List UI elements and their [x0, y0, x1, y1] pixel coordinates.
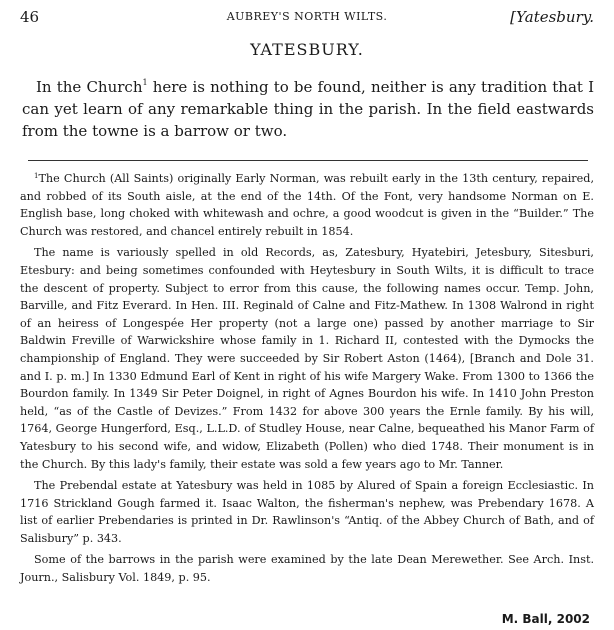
footnote-paragraph-1 [20, 168, 594, 240]
footnote-paragraph-3: The Prebendal estate at Yatesbury was held in 1085 by Alured of Spain a foreign Ecclesiastic. In 1716 Strickland Gough farmed it. Isaac Walton, the fisherman's nephew, was Prebendary 1678. A list of earlier Prebendaries is printed in Dr. Rawlinson's “Antiq. of the Abbey Church of Bath, and of Salisbury” p. 343. [20, 479, 594, 545]
footnote-text-1: The Church (All Saints) originally Early Norman, was rebuilt early in the 13th century, repaired, and robbed of its South aisle, at the end of the 14th. Of the Font, very handsome Norman on E. English base, long choked with whitewash and ochre, a good woodcut is given in the “Builder.” The Church was restored, and chancel entirely rebuilt in 1854. [20, 172, 594, 238]
running-title: AUBREY'S NORTH WILTS. [226, 10, 388, 23]
footnotes [20, 168, 594, 591]
running-head [20, 8, 594, 26]
scan-credit: M. Ball, 2002 [501, 612, 590, 626]
body-text-start: In the Church [36, 78, 143, 96]
footnote-paragraph-2: The name is variously spelled in old Records, as, Zatesbury, Hyatebiri, Jetesbury, Sitesburi, Etesbury: and being sometimes confounded with Heytesbury in South Wilts, it is difficult to trace the descent of property. Subject to error from this cause, the following names occur. Temp. John, Barville, and Fitz Everard. In Hen. III. Reginald of Calne and Fitz-Mathew. In 1308 Walrond in right of an heiress of Longespée Her property (not a large one) passed by another marriage to Sir Baldwin Freville of Warwickshire whose family in 1. Richard II, contested with the Dymocks the championship of England. They were succeeded by Sir Robert Aston (1464), [Branch and Dole 31. and I. p. m.] In 1330 Edmund Earl of Kent in right of his wife Margery Wake. From 1300 to 1366 the Bourdon family. In 1349 Sir Peter Doignel, in right of Agnes Bourdon his wife. In 1410 John Preston held, “as of the Castle of Devizes.” From 1432 for above 300 years the Ernle family. By his will, 1764, George Hungerford, Esq., L.L.D. of Studley House, near Calne, bequeathed his Manor Farm of Yatesbury to his second wife, and widow, Elizabeth (Pollen) who died 1748. Their monument is in the Church. By this lady's family, their estate was sold a few years ago to Mr. Tanner. [20, 246, 594, 471]
footnote-reference: 1 [142, 78, 148, 87]
footnote-divider [28, 160, 588, 161]
footnote-mark: 1 [34, 172, 39, 180]
body-paragraph [22, 72, 594, 142]
section-tag: [Yatesbury. [510, 8, 594, 26]
body-text-end: here is nothing to be found, neither is any tradition that I can yet learn of any remarkable thing in the parish. In the field eastwards from the towne is a barrow or two. [22, 78, 594, 140]
footnote-paragraph-4: Some of the barrows in the parish were examined by the late Dean Merewether. See Arch. Inst. Journ., Salisbury Vol. 1849, p. 95. [20, 553, 594, 585]
page-number: 46 [20, 8, 40, 26]
page-title: YATESBURY. [250, 40, 364, 59]
